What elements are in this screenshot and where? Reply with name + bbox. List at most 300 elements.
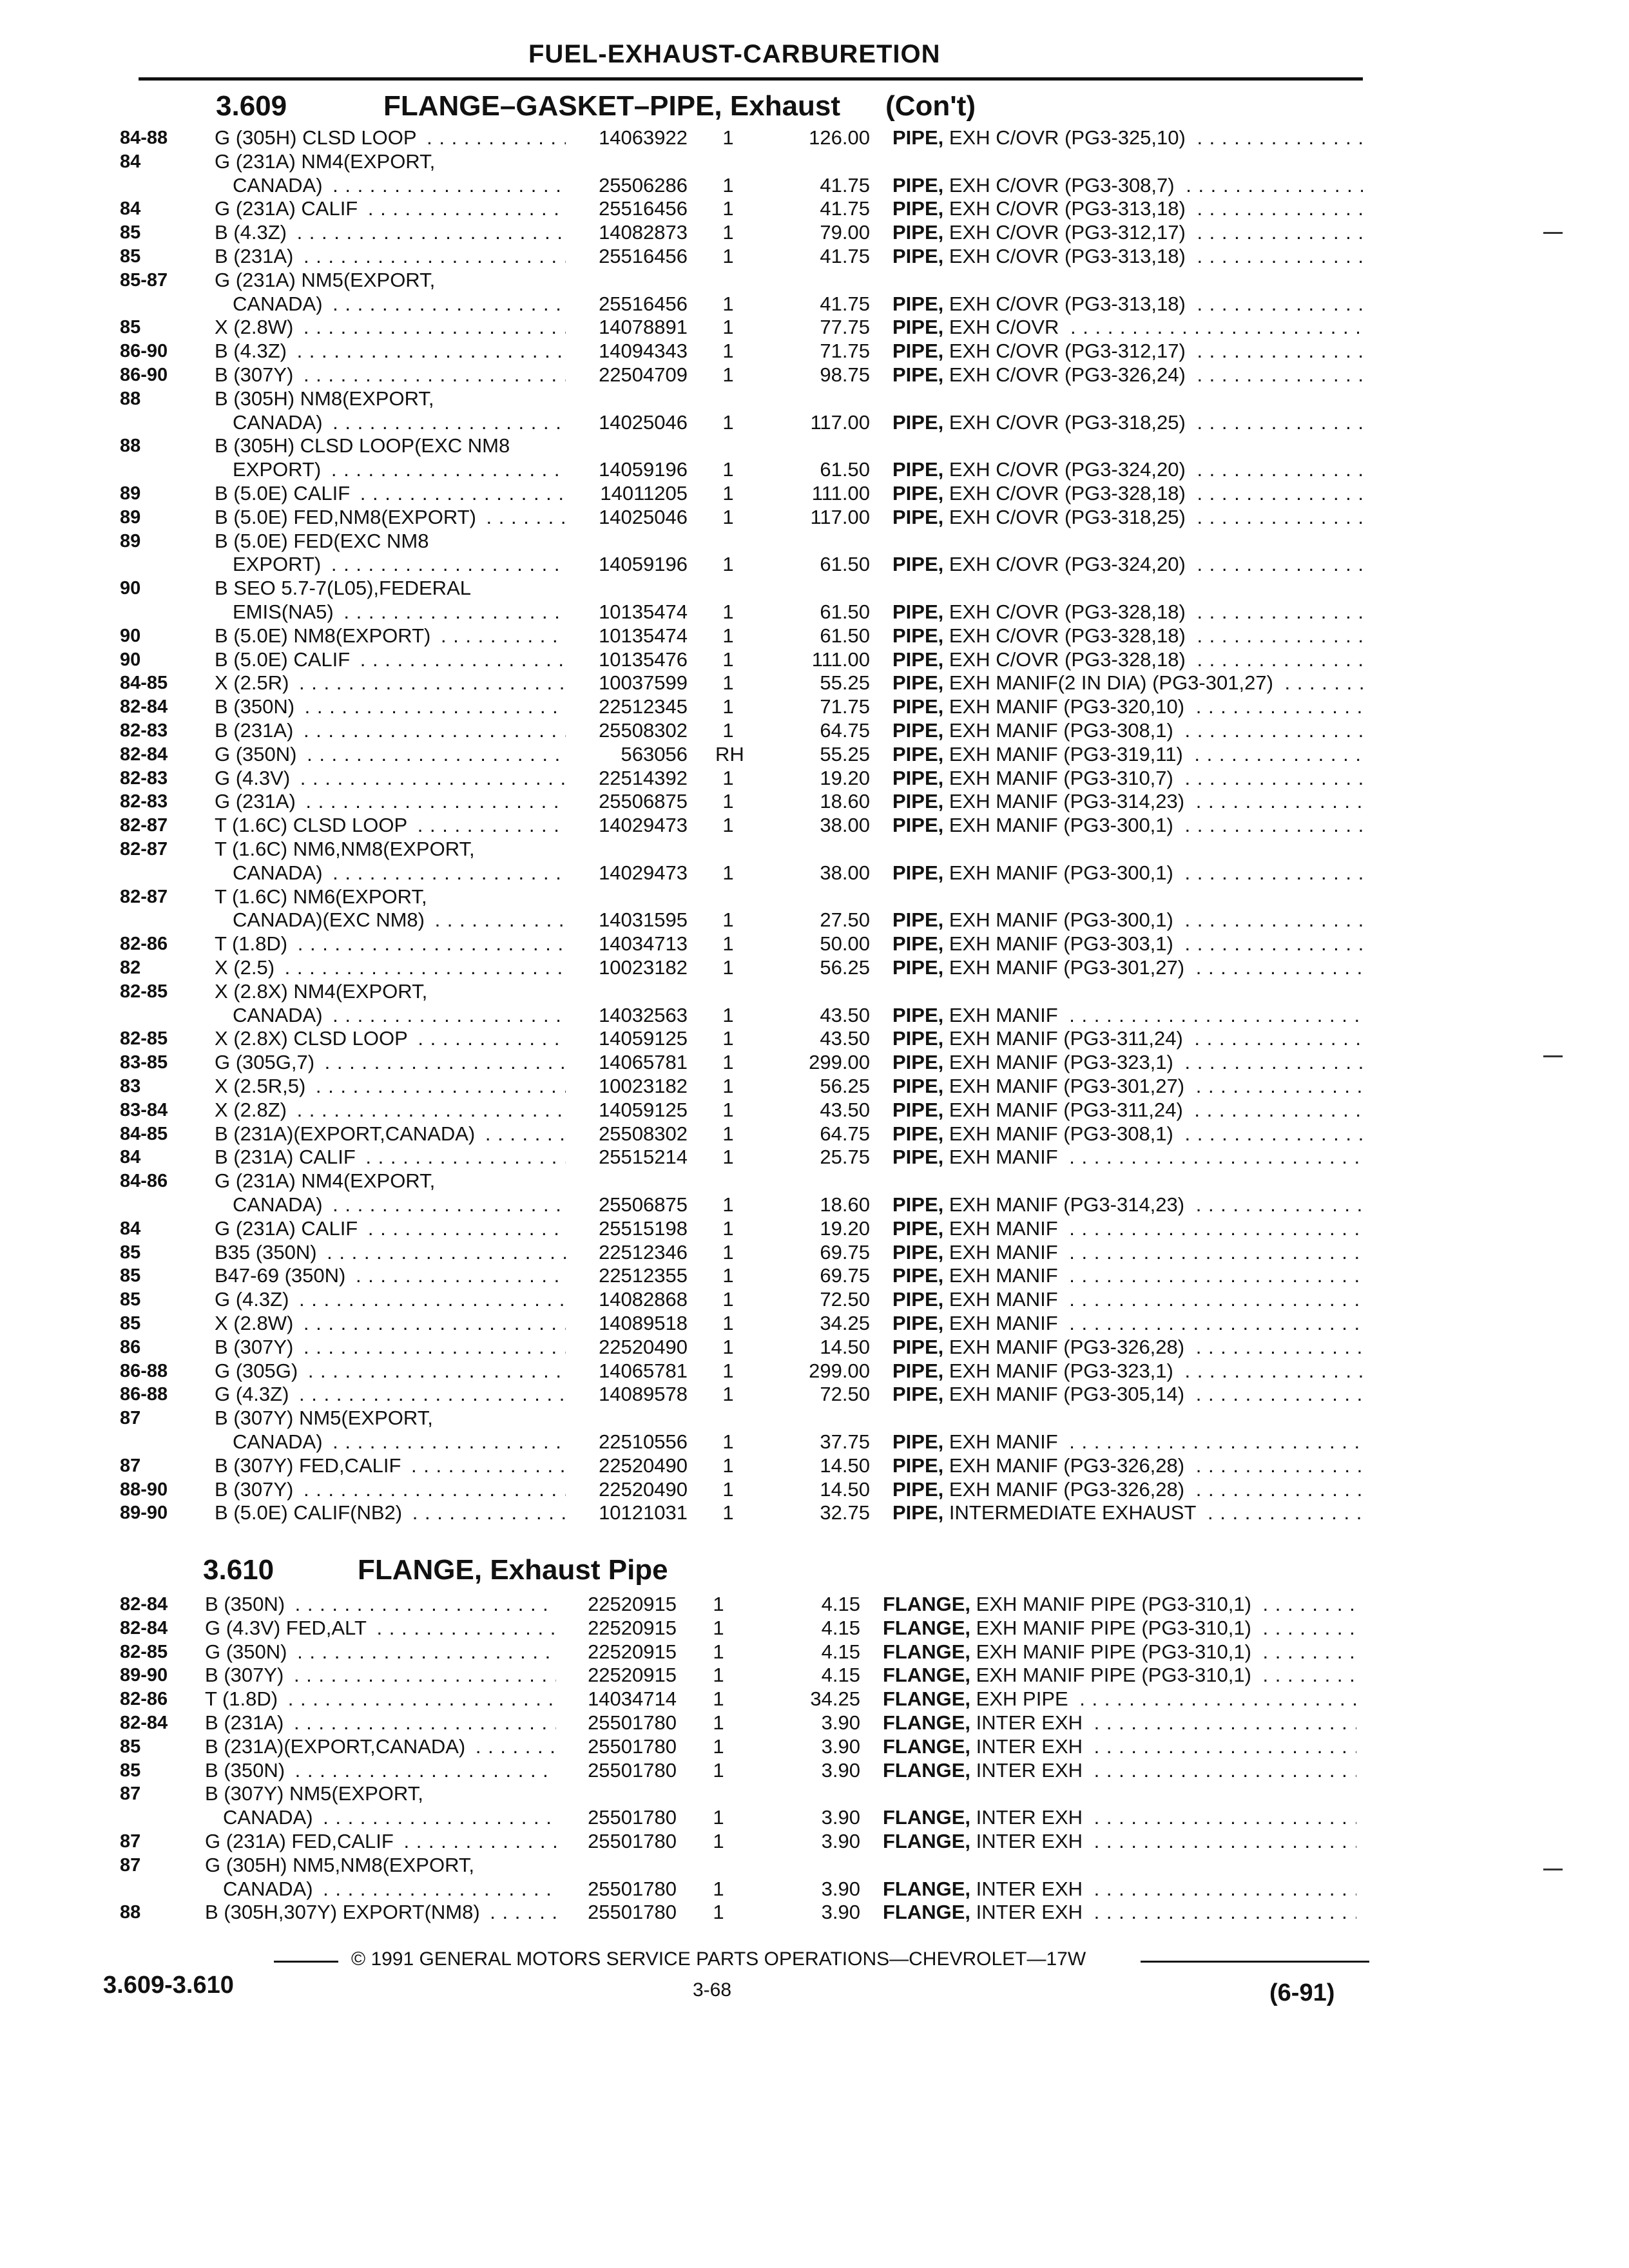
application-description xyxy=(233,1430,566,1454)
model-year: 82-84 xyxy=(120,1713,168,1733)
part-name-keyword: PIPE, xyxy=(892,861,944,884)
part-name-keyword: FLANGE, xyxy=(883,1877,971,1900)
model-year: 89-90 xyxy=(120,1665,168,1686)
part-number: 22512346 xyxy=(599,1240,688,1264)
description-text: B (307Y) xyxy=(205,1664,287,1686)
part-name xyxy=(892,1122,1363,1146)
application-description xyxy=(223,1878,556,1901)
list-item xyxy=(0,1122,1629,1146)
part-name-text xyxy=(892,1454,1190,1477)
application-description xyxy=(233,411,566,434)
part-name-detail: EXH MANIF PIPE (PG3-310,1) xyxy=(970,1593,1251,1615)
part-name-keyword: PIPE, xyxy=(892,790,944,813)
price: 55.25 xyxy=(820,742,870,765)
part-name-text xyxy=(892,1099,1188,1121)
application-description xyxy=(205,1759,556,1782)
part-name-text xyxy=(883,1640,1257,1663)
description-text: X (2.5R,5) xyxy=(215,1075,309,1097)
price: 3.90 xyxy=(821,1830,860,1852)
part-number: 22520915 xyxy=(588,1593,677,1615)
application-description xyxy=(215,1264,566,1287)
part-name-detail: EXH MANIF (PG3-300,1) xyxy=(943,814,1173,837)
application-description xyxy=(215,624,566,648)
part-number: 25506875 xyxy=(599,1193,688,1216)
part-name-detail: EXH C/OVR (PG3-328,18) xyxy=(943,648,1186,671)
part-number: 25501780 xyxy=(588,1735,677,1758)
quantity: 1 xyxy=(722,695,734,718)
part-number: 25508302 xyxy=(599,1122,688,1145)
part-name-keyword: PIPE, xyxy=(892,956,944,979)
description-text: G (4.3Z) xyxy=(215,1288,293,1311)
price: 27.50 xyxy=(820,908,870,932)
footer-page-number: 3-68 xyxy=(693,1979,732,2001)
part-name-text xyxy=(892,293,1191,315)
quantity: 1 xyxy=(722,245,734,267)
application-description xyxy=(215,1407,566,1430)
list-item xyxy=(0,316,1629,339)
description-text: B (4.3Z) xyxy=(215,340,291,362)
application-description xyxy=(215,695,566,718)
description-text: B (307Y) xyxy=(215,1478,297,1501)
list-item xyxy=(0,1830,1629,1853)
part-name-detail: EXH MANIF PIPE (PG3-310,1) xyxy=(970,1640,1251,1663)
part-name-detail: EXH MANIF (PG3-323,1) xyxy=(943,1051,1173,1074)
part-name-text xyxy=(883,1735,1088,1758)
part-name-text xyxy=(892,1360,1179,1382)
application-description xyxy=(215,1217,566,1240)
list-item xyxy=(0,269,1629,292)
part-number: 10037599 xyxy=(599,671,688,695)
part-name-keyword: FLANGE, xyxy=(883,1758,971,1782)
part-name-text xyxy=(892,1383,1190,1405)
part-name-detail: INTER EXH xyxy=(970,1758,1083,1782)
part-name-detail: EXH C/OVR (PG3-313,18) xyxy=(943,292,1186,315)
part-name-keyword: PIPE, xyxy=(892,648,944,671)
model-year: 88 xyxy=(120,388,141,409)
part-name-detail: EXH MANIF (PG3-301,27) xyxy=(943,1075,1185,1097)
part-number: 14078891 xyxy=(599,316,688,339)
part-name-keyword: FLANGE, xyxy=(883,1664,971,1687)
description-text: G (231A) FED,CALIF xyxy=(205,1830,398,1852)
quantity: 1 xyxy=(713,1687,724,1711)
application-description xyxy=(215,1051,566,1074)
price: 3.90 xyxy=(821,1806,860,1829)
list-item xyxy=(0,624,1629,648)
part-number: 25506875 xyxy=(599,790,688,813)
application-description xyxy=(215,885,566,908)
part-name-text xyxy=(883,1711,1088,1734)
model-year: 88-90 xyxy=(120,1479,168,1500)
quantity: 1 xyxy=(713,1901,724,1924)
description-text: X (2.8X) CLSD LOOP xyxy=(215,1027,412,1050)
application-description xyxy=(215,269,566,292)
price: 72.50 xyxy=(820,1288,870,1311)
quantity: 1 xyxy=(722,1501,734,1524)
application-description xyxy=(215,767,566,790)
list-item xyxy=(0,506,1629,529)
model-year: 85 xyxy=(120,1242,141,1263)
part-name xyxy=(883,1759,1356,1782)
list-item xyxy=(0,1217,1629,1240)
price: 43.50 xyxy=(820,1027,870,1050)
part-name xyxy=(892,671,1363,695)
part-name-keyword: FLANGE, xyxy=(883,1593,971,1615)
part-name-keyword: PIPE, xyxy=(892,126,944,149)
quantity: 1 xyxy=(722,1146,734,1169)
description-text: B (305H) NM8(EXPORT, xyxy=(215,387,434,410)
part-name xyxy=(883,1830,1356,1853)
part-name-detail: EXH MANIF (PG3-305,14) xyxy=(943,1383,1185,1406)
part-number: 14029473 xyxy=(599,814,688,837)
part-name xyxy=(892,1051,1363,1074)
model-year: 87 xyxy=(120,1455,141,1476)
part-name xyxy=(892,648,1363,671)
part-number: 25501780 xyxy=(588,1758,677,1782)
part-name-text xyxy=(892,197,1191,220)
part-name xyxy=(883,1878,1356,1901)
price: 41.75 xyxy=(820,245,870,267)
model-year: 85-87 xyxy=(120,269,168,291)
part-number: 10023182 xyxy=(599,956,688,979)
application-description xyxy=(233,1004,566,1027)
part-name-detail: EXH C/OVR (PG3-318,25) xyxy=(943,410,1186,434)
part-name-keyword: PIPE, xyxy=(892,624,944,647)
part-number: 14065781 xyxy=(599,1051,688,1074)
description-text: EMIS(NA5) xyxy=(233,601,338,623)
quantity: 1 xyxy=(722,1454,734,1477)
part-name xyxy=(883,1711,1356,1735)
quantity: 1 xyxy=(713,1711,724,1734)
price: 111.00 xyxy=(811,648,870,671)
part-name-detail: EXH C/OVR (PG3-308,7) xyxy=(943,173,1175,197)
description-text: B (5.0E) CALIF(NB2) xyxy=(215,1501,406,1524)
description-text: B (5.0E) FED,NM8(EXPORT) xyxy=(215,506,480,528)
part-name-detail: EXH MANIF xyxy=(943,1216,1058,1240)
part-number: 22512345 xyxy=(599,695,688,718)
part-name-keyword: PIPE, xyxy=(892,1264,944,1287)
list-item xyxy=(0,577,1629,600)
quantity: 1 xyxy=(722,1075,734,1097)
price: 71.75 xyxy=(820,695,870,718)
part-name-detail: EXH MANIF PIPE (PG3-310,1) xyxy=(970,1664,1251,1687)
part-name-text xyxy=(892,1478,1190,1501)
list-item xyxy=(0,1288,1629,1311)
part-name-detail: INTER EXH xyxy=(970,1877,1083,1900)
part-name-text xyxy=(892,458,1191,481)
part-number: 14025046 xyxy=(599,410,688,434)
list-item xyxy=(0,1735,1629,1758)
description-text: G (305H) CLSD LOOP xyxy=(215,126,421,149)
model-year: 82-85 xyxy=(120,1028,168,1050)
model-year: 86-88 xyxy=(120,1384,168,1405)
part-name-detail: EXH MANIF (PG3-326,28) xyxy=(943,1335,1185,1358)
margin-mark xyxy=(1543,1055,1563,1057)
part-name-detail: EXH C/OVR (PG3-324,20) xyxy=(943,553,1186,576)
model-year: 84-86 xyxy=(120,1171,168,1192)
model-year: 88 xyxy=(120,1902,141,1923)
application-description xyxy=(215,197,566,220)
price: 14.50 xyxy=(820,1335,870,1358)
part-name xyxy=(892,814,1363,837)
part-name xyxy=(892,553,1363,576)
part-number: 22520490 xyxy=(599,1335,688,1358)
quantity: 1 xyxy=(722,1312,734,1334)
quantity: 1 xyxy=(722,1383,734,1406)
part-number: 14094343 xyxy=(599,340,688,363)
quantity: 1 xyxy=(722,1477,734,1501)
description-text: X (2.8W) xyxy=(215,1312,297,1334)
description-text: G (231A) CALIF xyxy=(215,1217,361,1240)
part-name-text xyxy=(892,1288,1063,1311)
application-description xyxy=(215,1241,566,1264)
part-name xyxy=(892,126,1363,149)
price: 34.25 xyxy=(810,1687,860,1711)
model-year: 86-90 xyxy=(120,365,168,385)
description-text: X (2.8W) xyxy=(215,316,297,338)
part-name xyxy=(883,1901,1356,1924)
part-name-keyword: PIPE, xyxy=(892,1098,944,1121)
model-year: 82-83 xyxy=(120,767,168,789)
application-description xyxy=(233,293,566,316)
part-name-text xyxy=(892,624,1191,647)
part-name-keyword: PIPE, xyxy=(892,719,944,742)
section-title-3609 xyxy=(139,90,976,122)
part-number: 25506286 xyxy=(599,173,688,197)
part-number: 25508302 xyxy=(599,719,688,742)
part-name-detail: EXH MANIF xyxy=(943,1240,1058,1264)
part-number: 10121031 xyxy=(599,1501,688,1524)
part-number: 25501780 xyxy=(588,1877,677,1900)
application-description xyxy=(205,1617,556,1640)
quantity: 1 xyxy=(722,861,734,884)
price: 3.90 xyxy=(821,1877,860,1900)
description-text: B (5.0E) CALIF xyxy=(215,482,354,505)
list-item xyxy=(0,530,1629,553)
part-number: 22512355 xyxy=(599,1264,688,1287)
application-description xyxy=(215,719,566,742)
part-name xyxy=(892,1075,1363,1098)
quantity: 1 xyxy=(722,1288,734,1311)
part-name-text xyxy=(892,506,1191,528)
part-name xyxy=(892,174,1363,197)
section-number: 3.610 xyxy=(203,1554,275,1586)
page-header-title: FUEL-EXHAUST-CARBURETION xyxy=(528,40,941,68)
part-name-keyword: PIPE, xyxy=(892,1430,944,1453)
part-name xyxy=(892,1241,1363,1264)
quantity: 1 xyxy=(722,1359,734,1382)
model-year: 84-85 xyxy=(120,673,168,694)
list-item xyxy=(0,340,1629,363)
list-item xyxy=(0,767,1629,790)
part-number: 22520490 xyxy=(599,1454,688,1477)
part-number: 25501780 xyxy=(588,1830,677,1852)
description-text: G (350N) xyxy=(205,1640,291,1663)
application-description xyxy=(205,1782,556,1805)
application-description xyxy=(215,1454,566,1477)
price: 69.75 xyxy=(820,1240,870,1264)
application-description xyxy=(205,1687,556,1711)
list-item xyxy=(0,1806,1629,1829)
model-year: 82-86 xyxy=(120,934,168,955)
part-name-detail: INTER EXH xyxy=(970,1806,1083,1829)
part-name xyxy=(892,1099,1363,1122)
part-name xyxy=(892,506,1363,529)
list-item xyxy=(0,861,1629,885)
part-name-keyword: FLANGE, xyxy=(883,1735,971,1758)
quantity: 1 xyxy=(722,1216,734,1240)
quantity: 1 xyxy=(722,766,734,789)
application-description xyxy=(215,1075,566,1098)
description-text: G (231A) NM4(EXPORT, xyxy=(215,1169,436,1193)
list-item xyxy=(0,293,1629,316)
part-name-text xyxy=(892,1193,1190,1216)
part-name-keyword: PIPE, xyxy=(892,482,944,505)
application-description xyxy=(215,245,566,268)
application-description xyxy=(215,956,566,979)
quantity: 1 xyxy=(722,363,734,386)
part-name-keyword: PIPE, xyxy=(892,814,944,837)
description-text: CANADA) xyxy=(233,861,327,884)
quantity: 1 xyxy=(722,908,734,932)
description-text: CANADA) xyxy=(223,1878,317,1900)
part-name-keyword: PIPE, xyxy=(892,292,944,315)
part-name-keyword: FLANGE, xyxy=(883,1711,971,1734)
part-name-text xyxy=(883,1759,1088,1782)
part-name-keyword: PIPE, xyxy=(892,1122,944,1145)
model-year: 82-85 xyxy=(120,981,168,1002)
price: 64.75 xyxy=(820,1122,870,1145)
list-item xyxy=(0,956,1629,979)
part-name xyxy=(883,1687,1356,1711)
part-number: 10023182 xyxy=(599,1075,688,1097)
part-name-detail: EXH C/OVR (PG3-326,24) xyxy=(943,363,1186,386)
part-number: 25516456 xyxy=(599,292,688,315)
price: 126.00 xyxy=(809,126,870,149)
model-year: 90 xyxy=(120,578,141,599)
part-number: 563056 xyxy=(621,742,688,765)
quantity: 1 xyxy=(722,1264,734,1287)
quantity: 1 xyxy=(722,197,734,220)
application-description xyxy=(205,1664,556,1687)
part-name xyxy=(892,1478,1363,1501)
description-text: G (4.3Z) xyxy=(215,1383,293,1405)
part-number: 14032563 xyxy=(599,1003,688,1026)
application-description xyxy=(205,1711,556,1735)
part-name xyxy=(892,1360,1363,1383)
price: 4.15 xyxy=(821,1616,860,1639)
part-name xyxy=(892,1217,1363,1240)
model-year: 84-85 xyxy=(120,1123,168,1144)
part-name-keyword: PIPE, xyxy=(892,221,944,244)
list-item xyxy=(0,1169,1629,1193)
list-item xyxy=(0,174,1629,197)
application-description xyxy=(215,530,566,553)
part-name-keyword: PIPE, xyxy=(892,1240,944,1264)
footer-copyright: © 1991 GENERAL MOTORS SERVICE PARTS OPERATIONS—CHEVROLET—17W xyxy=(351,1948,1086,1970)
list-item xyxy=(0,434,1629,457)
model-year: 83-84 xyxy=(120,1099,168,1120)
model-year: 85 xyxy=(120,1289,141,1311)
part-name-detail: EXH MANIF (PG3-319,11) xyxy=(943,742,1183,765)
part-number: 22520490 xyxy=(599,1477,688,1501)
part-name-keyword: PIPE, xyxy=(892,1383,944,1406)
part-name-keyword: PIPE, xyxy=(892,1312,944,1334)
part-name-keyword: PIPE, xyxy=(892,458,944,481)
part-name-detail: EXH MANIF xyxy=(943,1288,1058,1311)
quantity: 1 xyxy=(713,1830,724,1852)
part-name-text xyxy=(892,1051,1179,1073)
model-year: 85 xyxy=(120,1313,141,1334)
part-number: 22514392 xyxy=(599,766,688,789)
part-name xyxy=(892,932,1363,956)
model-year: 82-84 xyxy=(120,1594,168,1615)
application-description xyxy=(215,1336,566,1359)
part-name-text xyxy=(892,221,1191,244)
part-name-detail: EXH C/OVR (PG3-328,18) xyxy=(943,601,1186,623)
description-text: B35 (350N) xyxy=(215,1241,321,1264)
list-item xyxy=(0,1687,1629,1711)
list-item xyxy=(0,126,1629,149)
part-name xyxy=(892,790,1363,813)
part-name-keyword: PIPE, xyxy=(892,1003,944,1026)
part-number: 14065781 xyxy=(599,1359,688,1382)
list-item xyxy=(0,838,1629,861)
quantity: 1 xyxy=(713,1806,724,1829)
part-name-keyword: PIPE, xyxy=(892,1477,944,1501)
description-text: EXPORT) xyxy=(233,458,325,481)
model-year: 84 xyxy=(120,1147,141,1168)
price: 3.90 xyxy=(821,1758,860,1782)
part-name xyxy=(892,363,1363,387)
list-item xyxy=(0,411,1629,434)
section-heading: FLANGE–GASKET–PIPE, Exhaust xyxy=(383,90,841,122)
part-name-text xyxy=(892,814,1179,836)
part-name-keyword: PIPE, xyxy=(892,1501,944,1524)
application-description xyxy=(205,1735,556,1758)
application-description xyxy=(215,150,566,173)
part-name-keyword: PIPE, xyxy=(892,410,944,434)
part-name-detail: EXH MANIF xyxy=(943,1003,1058,1026)
part-number: 14025046 xyxy=(599,505,688,528)
price: 3.90 xyxy=(821,1735,860,1758)
part-name xyxy=(892,767,1363,790)
list-item xyxy=(0,1454,1629,1477)
description-text: G (231A) NM4(EXPORT, xyxy=(215,149,436,173)
description-text: B (231A) xyxy=(215,719,297,742)
quantity: 1 xyxy=(722,1027,734,1050)
quantity: 1 xyxy=(722,340,734,363)
list-item xyxy=(0,695,1629,718)
model-year: 82-87 xyxy=(120,815,168,836)
quantity: 1 xyxy=(722,648,734,671)
application-description xyxy=(215,671,566,695)
price: 18.60 xyxy=(820,790,870,813)
model-year: 85 xyxy=(120,1736,141,1757)
part-name-detail: EXH MANIF (PG3-314,23) xyxy=(943,790,1185,813)
part-name xyxy=(883,1640,1356,1664)
part-name xyxy=(892,908,1363,932)
part-name xyxy=(892,1146,1363,1169)
model-year: 82-87 xyxy=(120,839,168,860)
list-item xyxy=(0,1640,1629,1664)
description-text: B (307Y) NM5(EXPORT, xyxy=(205,1782,423,1805)
price: 38.00 xyxy=(820,814,870,837)
part-name-text xyxy=(892,553,1191,575)
list-item xyxy=(0,743,1629,766)
part-name-keyword: PIPE, xyxy=(892,1193,944,1216)
quantity: 1 xyxy=(713,1735,724,1758)
part-name xyxy=(892,719,1363,742)
